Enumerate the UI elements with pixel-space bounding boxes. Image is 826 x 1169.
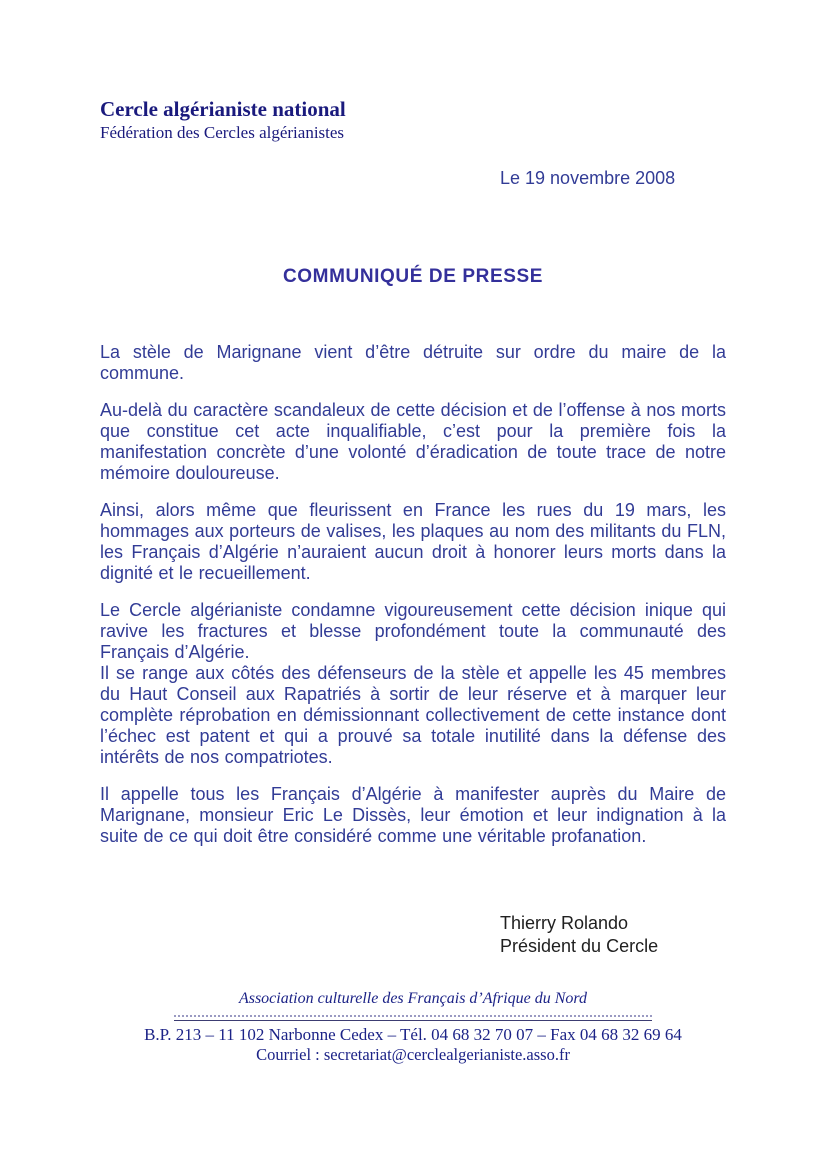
body-paragraph: Il appelle tous les Français d’Algérie à manifester auprès du Maire de Marignane, monsieur Eric Le Dissès, leur émotion et leur indignation à la suite de ce qui doit être considéré comme une véritable profanation. <box>100 784 726 846</box>
date-line: Le 19 novembre 2008 <box>500 168 676 188</box>
body-paragraph: Le Cercle algérianiste condamne vigoureusement cette décision inique qui ravive les fractures et blesse profondément toute la communauté des Français d’Algérie. <box>100 600 726 662</box>
footer-divider <box>174 1020 652 1021</box>
letterhead <box>100 97 726 144</box>
body-paragraph: Il se range aux côtés des défenseurs de la stèle et appelle les 45 membres du Haut Conseil aux Rapatriés à sortir de leur réserve et à marquer leur complète réprobation en démissionnant collectivement de cette instance dont l’échec est patent et qui a prouvé sa totale inutilité dans la défense des intérêts de nos compatriotes. <box>100 663 726 767</box>
org-name: Cercle algérianiste national <box>100 97 346 121</box>
signature-block <box>500 912 658 958</box>
body-paragraph: Ainsi, alors même que fleurissent en France les rues du 19 mars, les hommages aux porteurs de valises, les plaques au nom des militants du FLN, les Français d’Algérie n’auraient aucun droit à honorer leurs morts dans la dignité et le recueillement. <box>100 500 726 583</box>
letter-body <box>100 342 726 847</box>
signatory-role: Président du Cercle <box>500 936 659 956</box>
press-release-title: COMMUNIQUÉ DE PRESSE <box>282 266 544 287</box>
footer-divider-dotted <box>174 1015 652 1017</box>
footer-email: Courriel : secretariat@cerclealgerianiste.asso.fr <box>256 1045 570 1064</box>
footer <box>0 989 826 1065</box>
signatory-name: Thierry Rolando <box>500 913 629 933</box>
org-subtitle: Fédération des Cercles algérianistes <box>100 123 345 142</box>
body-paragraph: La stèle de Marignane vient d’être détruite sur ordre du maire de la commune. <box>100 342 726 383</box>
footer-address: B.P. 213 – 11 102 Narbonne Cedex – Tél. 04 68 32 70 07 – Fax 04 68 32 69 64 <box>144 1025 682 1044</box>
footer-association: Association culturelle des Français d’Afrique du Nord <box>238 990 588 1007</box>
body-paragraph: Au-delà du caractère scandaleux de cette décision et de l’offense à nos morts que constitue cet acte inqualifiable, c’est pour la première fois la manifestation concrète d’une volonté d’éradication de toute trace de notre mémoire douloureuse. <box>100 400 726 483</box>
